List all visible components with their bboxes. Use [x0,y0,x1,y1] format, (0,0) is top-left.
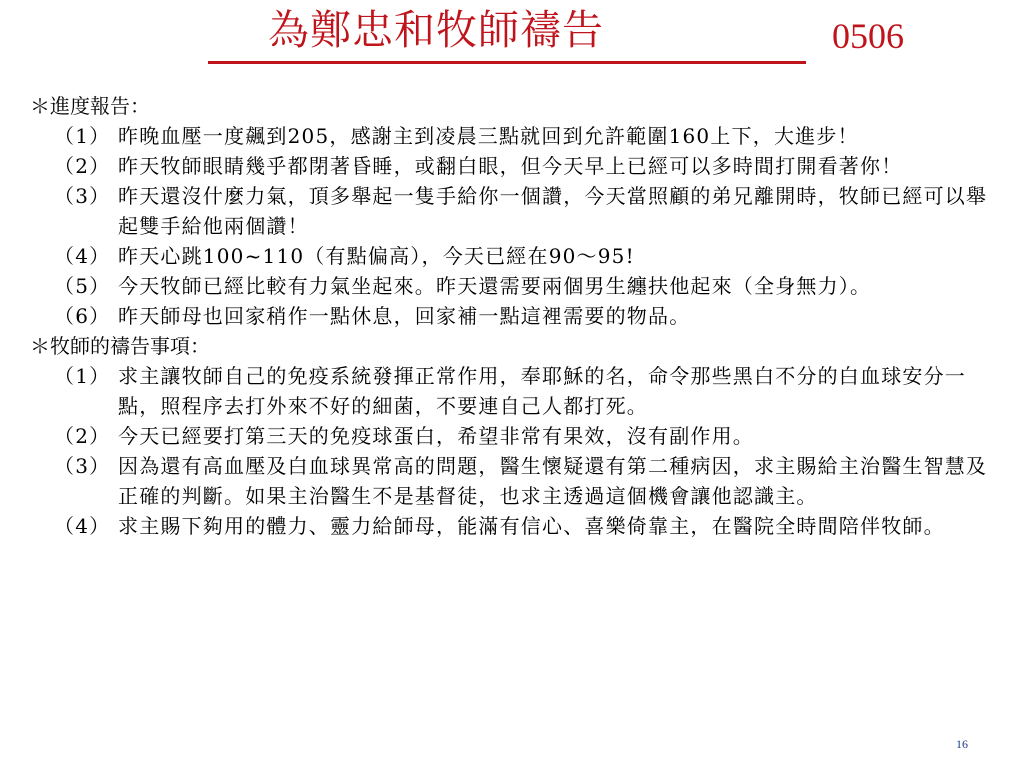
item-text: 昨天還沒什麼力氣，頂多舉起一隻手給你一個讚，今天當照顧的弟兄離開時，牧師已經可以舉起雙手給他兩個讚！ [118,184,988,238]
prayer-heading: ＊牧師的禱告事項： [30,334,210,358]
prayer-item-3 [30,451,990,511]
item-number: （6） [54,304,111,328]
item-text: 今天已經要打第三天的免疫球蛋白，希望非常有果效，沒有副作用。 [118,424,754,448]
progress-item-3 [30,181,990,241]
item-text: 昨天師母也回家稍作一點休息，回家補一點這裡需要的物品。 [118,304,691,328]
slide-date: 0506 [832,16,904,56]
item-number: （2） [54,424,111,448]
prayer-item-4 [30,511,990,541]
item-text: 求主讓牧師自己的免疫系統發揮正常作用，奉耶穌的名，命令那些黑白不分的白血球安分一點，照程序去打外來不好的細菌，不要連自己人都打死。 [118,364,966,418]
item-text: 昨天心跳100~110（有點偏高），今天已經在90～95! [118,244,635,268]
progress-item-4 [30,241,990,271]
item-text: 昨晚血壓一度飆到205，感謝主到凌晨三點就回到允許範圍160上下，大進步！ [118,124,859,148]
item-text: 昨天牧師眼睛幾乎都閉著昏睡，或翻白眼，但今天早上已經可以多時間打開看著你！ [118,154,903,178]
item-text: 今天牧師已經比較有力氣坐起來。昨天還需要兩個男生纏扶他起來（全身無力）。 [118,274,872,298]
prayer-item-1 [30,361,990,421]
slide-title: 為鄭忠和牧師禱告 [268,6,604,54]
slide-body [30,91,990,541]
item-number: （2） [54,154,111,178]
progress-heading: ＊進度報告： [30,94,150,118]
item-number: （5） [54,274,111,298]
item-number: （3） [54,454,111,478]
progress-item-1 [30,121,990,151]
item-number: （1） [54,364,111,388]
progress-item-6 [30,301,990,331]
page-number: 16 [956,737,968,751]
progress-item-2 [30,151,990,181]
item-text: 求主賜下夠用的體力、靈力給師母，能滿有信心、喜樂倚靠主，在醫院全時間陪伴牧師。 [118,514,945,538]
item-number: （4） [54,514,111,538]
title-underline [208,61,806,64]
progress-item-5 [30,271,990,301]
title-row [0,0,1024,72]
item-number: （1） [54,124,111,148]
item-number: （4） [54,244,111,268]
prayer-item-2 [30,421,990,451]
item-number: （3） [54,184,111,208]
item-text: 因為還有高血壓及白血球異常高的問題，醫生懷疑還有第二種病因，求主賜給主治醫生智慧及正確的判斷。如果主治醫生不是基督徒，也求主透過這個機會讓他認識主。 [118,454,988,508]
